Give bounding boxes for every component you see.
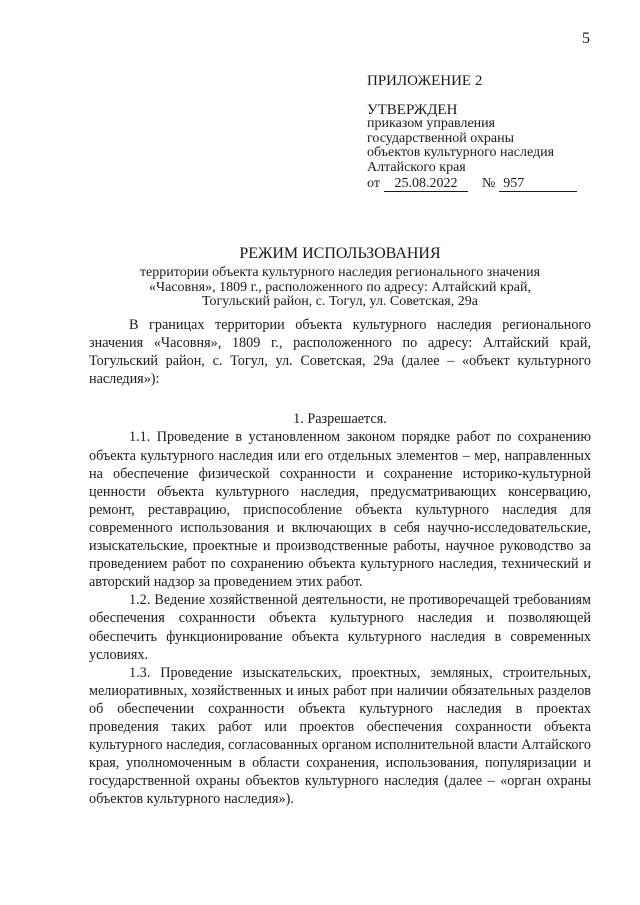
list-item: 1.2. Ведение хозяйственной деятельности, не противоречащей требованиям обеспечения сохранности объекта культурного наследия и позволяющей обеспечить функционирование объекта культурного наследия в современных условиях.: [89, 592, 591, 663]
approval-block: [367, 74, 607, 192]
section-heading: 1. Разрешается.: [293, 411, 387, 428]
intro-paragraph: В границах территории объекта культурного наследия регионального значения «Часовня», 1809 г., расположенного по адресу: Алтайский край, Тогульский район, с. Тогул, ул. Советская, 29а (далее – «объект культурного наследия»):: [89, 317, 591, 388]
list-item: 1.3. Проведение изыскательских, проектных, земляных, строительных, мелиоративных, хозяйственных и иных работ при наличии обязательных разделов об обеспечении сохранности объекта культурного наследия в проектах проведения таких работ или проектов обеспечения сохранности объекта культурного наследия, согласованных органом исполнительной власти Алтайского края, уполномоченным в области сохранения, использования, популяризации и государственной охраны объектов культурного наследия (далее – «орган охраны объектов культурного наследия»).: [89, 664, 591, 808]
order-number: 957: [499, 177, 577, 192]
document-title: РЕЖИМ ИСПОЛЬЗОВАНИЯ: [239, 245, 441, 262]
list-item: 1.1. Проведение в установленном законом порядке работ по сохранению объекта культурного наследия или его отдельных элементов – мер, направленных на обеспечение физической сохранности и сохранение историко-культурной ценности объекта культурного наследия, предусматривающих консервацию, ремонт, реставрацию, приспособление объекта культурного наследия для современного использования и включающих в себя научно-исследовательские, изыскательские, проектные и производственные работы, научное руководство за проведением работ по сохранению объекта культурного наследия, технический и авторский надзор за проведением этих работ.: [89, 429, 591, 591]
date-prefix: от: [367, 176, 380, 191]
appendix-label: ПРИЛОЖЕНИЕ 2: [367, 73, 483, 89]
approval-line: государственной охраны: [367, 130, 515, 146]
approval-line: Алтайского края: [367, 159, 466, 175]
number-prefix: №: [481, 176, 496, 191]
approval-line: объектов культурного наследия: [367, 145, 555, 160]
document-title-block: [90, 245, 590, 310]
document-body: [89, 316, 591, 808]
order-date: 25.08.2022: [384, 177, 468, 192]
subtitle-line: «Часовня», 1809 г., расположенного по адресу: Алтайский край,: [149, 279, 531, 295]
approved-label: УТВЕРЖДЕН: [367, 101, 458, 118]
subtitle-line: территории объекта культурного наследия регионального значения: [139, 265, 541, 280]
page-number: 5: [582, 30, 590, 47]
order-date-number-row: [367, 177, 607, 192]
subtitle-line: Тогульский район, с. Тогул, ул. Советская, 29а: [202, 294, 478, 309]
approval-line: приказом управления: [367, 116, 496, 131]
